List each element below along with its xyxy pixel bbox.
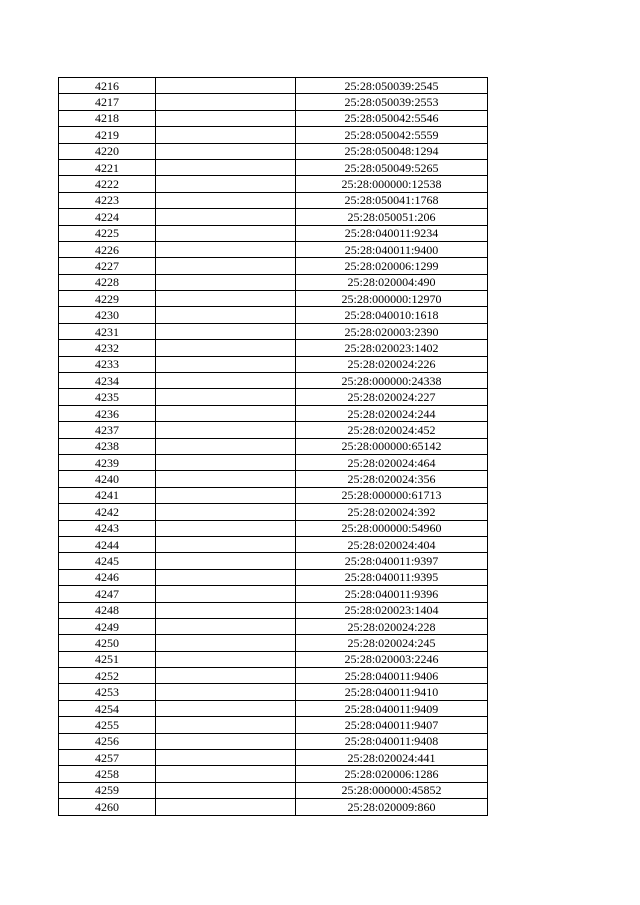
- empty-cell: [156, 176, 296, 192]
- cadastral-number-cell: 25:28:050048:1294: [296, 143, 488, 159]
- row-number-cell: 4246: [59, 569, 156, 585]
- cadastral-number-cell: 25:28:000000:54960: [296, 520, 488, 536]
- cadastral-number-cell: 25:28:000000:65142: [296, 438, 488, 454]
- cadastral-number-cell: 25:28:040011:9409: [296, 700, 488, 716]
- empty-cell: [156, 274, 296, 290]
- empty-cell: [156, 291, 296, 307]
- row-number-cell: 4222: [59, 176, 156, 192]
- table-row: [59, 717, 488, 733]
- row-number-cell: 4249: [59, 618, 156, 634]
- empty-cell: [156, 635, 296, 651]
- cadastral-number-cell: 25:28:020006:1299: [296, 258, 488, 274]
- cadastral-number-cell: 25:28:050039:2545: [296, 78, 488, 94]
- row-number-cell: 4230: [59, 307, 156, 323]
- cadastral-number-cell: 25:28:040011:9407: [296, 717, 488, 733]
- row-number-cell: 4257: [59, 750, 156, 766]
- cadastral-number-cell: 25:28:000000:24338: [296, 373, 488, 389]
- empty-cell: [156, 209, 296, 225]
- table-row: [59, 94, 488, 110]
- table-row: [59, 750, 488, 766]
- cadastral-number-cell: 25:28:020024:441: [296, 750, 488, 766]
- row-number-cell: 4227: [59, 258, 156, 274]
- row-number-cell: 4250: [59, 635, 156, 651]
- table-row: [59, 323, 488, 339]
- empty-cell: [156, 356, 296, 372]
- table-row: [59, 225, 488, 241]
- empty-cell: [156, 241, 296, 257]
- empty-cell: [156, 553, 296, 569]
- row-number-cell: 4258: [59, 766, 156, 782]
- cadastral-number-cell: 25:28:050039:2553: [296, 94, 488, 110]
- table-row: [59, 422, 488, 438]
- table-row: [59, 454, 488, 470]
- empty-cell: [156, 618, 296, 634]
- table-row: [59, 405, 488, 421]
- cadastral-number-cell: 25:28:050041:1768: [296, 192, 488, 208]
- empty-cell: [156, 94, 296, 110]
- cadastral-number-cell: 25:28:000000:61713: [296, 487, 488, 503]
- empty-cell: [156, 471, 296, 487]
- empty-cell: [156, 766, 296, 782]
- cadastral-number-cell: 25:28:020024:227: [296, 389, 488, 405]
- cadastral-number-cell: 25:28:040011:9397: [296, 553, 488, 569]
- empty-cell: [156, 143, 296, 159]
- table-row: [59, 274, 488, 290]
- cadastral-number-cell: 25:28:050042:5546: [296, 110, 488, 126]
- row-number-cell: 4256: [59, 733, 156, 749]
- empty-cell: [156, 454, 296, 470]
- cadastral-number-cell: 25:28:000000:12538: [296, 176, 488, 192]
- row-number-cell: 4245: [59, 553, 156, 569]
- row-number-cell: 4238: [59, 438, 156, 454]
- empty-cell: [156, 799, 296, 815]
- row-number-cell: 4252: [59, 668, 156, 684]
- row-number-cell: 4217: [59, 94, 156, 110]
- row-number-cell: 4253: [59, 684, 156, 700]
- empty-cell: [156, 373, 296, 389]
- row-number-cell: 4259: [59, 782, 156, 798]
- cadastral-number-cell: 25:28:020003:2390: [296, 323, 488, 339]
- table-row: [59, 389, 488, 405]
- table-row: [59, 586, 488, 602]
- table-row: [59, 700, 488, 716]
- table-row: [59, 487, 488, 503]
- table-row: [59, 127, 488, 143]
- empty-cell: [156, 405, 296, 421]
- cadastral-number-cell: 25:28:020023:1404: [296, 602, 488, 618]
- empty-cell: [156, 569, 296, 585]
- empty-cell: [156, 438, 296, 454]
- cadastral-number-cell: 25:28:020006:1286: [296, 766, 488, 782]
- table-row: [59, 78, 488, 94]
- empty-cell: [156, 340, 296, 356]
- empty-cell: [156, 225, 296, 241]
- table-row: [59, 176, 488, 192]
- empty-cell: [156, 520, 296, 536]
- cadastral-number-cell: 25:28:020024:244: [296, 405, 488, 421]
- table-row: [59, 651, 488, 667]
- empty-cell: [156, 717, 296, 733]
- row-number-cell: 4242: [59, 504, 156, 520]
- table-row: [59, 536, 488, 552]
- cadastral-number-cell: 25:28:020024:404: [296, 536, 488, 552]
- table-row: [59, 340, 488, 356]
- table-row: [59, 602, 488, 618]
- row-number-cell: 4224: [59, 209, 156, 225]
- row-number-cell: 4234: [59, 373, 156, 389]
- row-number-cell: 4221: [59, 159, 156, 175]
- cadastral-number-cell: 25:28:020003:2246: [296, 651, 488, 667]
- table-row: [59, 241, 488, 257]
- table-row: [59, 307, 488, 323]
- row-number-cell: 4231: [59, 323, 156, 339]
- cadastral-number-cell: 25:28:020004:490: [296, 274, 488, 290]
- cadastral-number-cell: 25:28:040011:9396: [296, 586, 488, 602]
- empty-cell: [156, 192, 296, 208]
- empty-cell: [156, 700, 296, 716]
- table-row: [59, 438, 488, 454]
- cadastral-number-cell: 25:28:040011:9395: [296, 569, 488, 585]
- table-row: [59, 635, 488, 651]
- row-number-cell: 4243: [59, 520, 156, 536]
- table-row: [59, 668, 488, 684]
- cadastral-number-cell: 25:28:050049:5265: [296, 159, 488, 175]
- table-row: [59, 504, 488, 520]
- row-number-cell: 4235: [59, 389, 156, 405]
- cadastral-number-cell: 25:28:040011:9410: [296, 684, 488, 700]
- table-row: [59, 799, 488, 815]
- empty-cell: [156, 668, 296, 684]
- cadastral-number-cell: 25:28:020024:392: [296, 504, 488, 520]
- cadastral-number-cell: 25:28:020024:452: [296, 422, 488, 438]
- table-row: [59, 192, 488, 208]
- cadastral-number-cell: 25:28:040011:9234: [296, 225, 488, 241]
- table-row: [59, 471, 488, 487]
- table-row: [59, 618, 488, 634]
- empty-cell: [156, 487, 296, 503]
- row-number-cell: 4225: [59, 225, 156, 241]
- table-row: [59, 553, 488, 569]
- cadastral-number-cell: 25:28:050051:206: [296, 209, 488, 225]
- table-row: [59, 733, 488, 749]
- cadastral-number-cell: 25:28:020024:226: [296, 356, 488, 372]
- table-row: [59, 782, 488, 798]
- empty-cell: [156, 307, 296, 323]
- empty-cell: [156, 684, 296, 700]
- row-number-cell: 4251: [59, 651, 156, 667]
- table-row: [59, 373, 488, 389]
- empty-cell: [156, 110, 296, 126]
- row-number-cell: 4223: [59, 192, 156, 208]
- empty-cell: [156, 750, 296, 766]
- cadastral-number-cell: 25:28:020024:245: [296, 635, 488, 651]
- table-row: [59, 159, 488, 175]
- table-row: [59, 356, 488, 372]
- table-row: [59, 766, 488, 782]
- empty-cell: [156, 536, 296, 552]
- row-number-cell: 4241: [59, 487, 156, 503]
- table-row: [59, 684, 488, 700]
- empty-cell: [156, 258, 296, 274]
- table-row: [59, 569, 488, 585]
- empty-cell: [156, 422, 296, 438]
- row-number-cell: 4228: [59, 274, 156, 290]
- cadastral-number-cell: 25:28:020024:356: [296, 471, 488, 487]
- row-number-cell: 4220: [59, 143, 156, 159]
- records-table: [58, 77, 488, 816]
- row-number-cell: 4226: [59, 241, 156, 257]
- cadastral-number-cell: 25:28:040010:1618: [296, 307, 488, 323]
- empty-cell: [156, 78, 296, 94]
- cadastral-number-cell: 25:28:000000:45852: [296, 782, 488, 798]
- cadastral-number-cell: 25:28:000000:12970: [296, 291, 488, 307]
- cadastral-number-cell: 25:28:020024:228: [296, 618, 488, 634]
- row-number-cell: 4232: [59, 340, 156, 356]
- cadastral-number-cell: 25:28:020024:464: [296, 454, 488, 470]
- empty-cell: [156, 389, 296, 405]
- row-number-cell: 4240: [59, 471, 156, 487]
- table-row: [59, 520, 488, 536]
- row-number-cell: 4247: [59, 586, 156, 602]
- empty-cell: [156, 782, 296, 798]
- empty-cell: [156, 733, 296, 749]
- row-number-cell: 4216: [59, 78, 156, 94]
- cadastral-number-cell: 25:28:040011:9408: [296, 733, 488, 749]
- empty-cell: [156, 651, 296, 667]
- table-row: [59, 258, 488, 274]
- table-row: [59, 110, 488, 126]
- row-number-cell: 4255: [59, 717, 156, 733]
- row-number-cell: 4260: [59, 799, 156, 815]
- table-row: [59, 209, 488, 225]
- empty-cell: [156, 127, 296, 143]
- table-row: [59, 291, 488, 307]
- empty-cell: [156, 586, 296, 602]
- cadastral-number-cell: 25:28:040011:9406: [296, 668, 488, 684]
- row-number-cell: 4237: [59, 422, 156, 438]
- row-number-cell: 4244: [59, 536, 156, 552]
- row-number-cell: 4218: [59, 110, 156, 126]
- row-number-cell: 4239: [59, 454, 156, 470]
- cadastral-number-cell: 25:28:050042:5559: [296, 127, 488, 143]
- table-row: [59, 143, 488, 159]
- cadastral-number-cell: 25:28:020023:1402: [296, 340, 488, 356]
- empty-cell: [156, 159, 296, 175]
- row-number-cell: 4254: [59, 700, 156, 716]
- empty-cell: [156, 323, 296, 339]
- row-number-cell: 4248: [59, 602, 156, 618]
- row-number-cell: 4229: [59, 291, 156, 307]
- row-number-cell: 4219: [59, 127, 156, 143]
- cadastral-number-cell: 25:28:040011:9400: [296, 241, 488, 257]
- empty-cell: [156, 602, 296, 618]
- records-table-body: [59, 78, 488, 816]
- row-number-cell: 4236: [59, 405, 156, 421]
- empty-cell: [156, 504, 296, 520]
- cadastral-number-cell: 25:28:020009:860: [296, 799, 488, 815]
- row-number-cell: 4233: [59, 356, 156, 372]
